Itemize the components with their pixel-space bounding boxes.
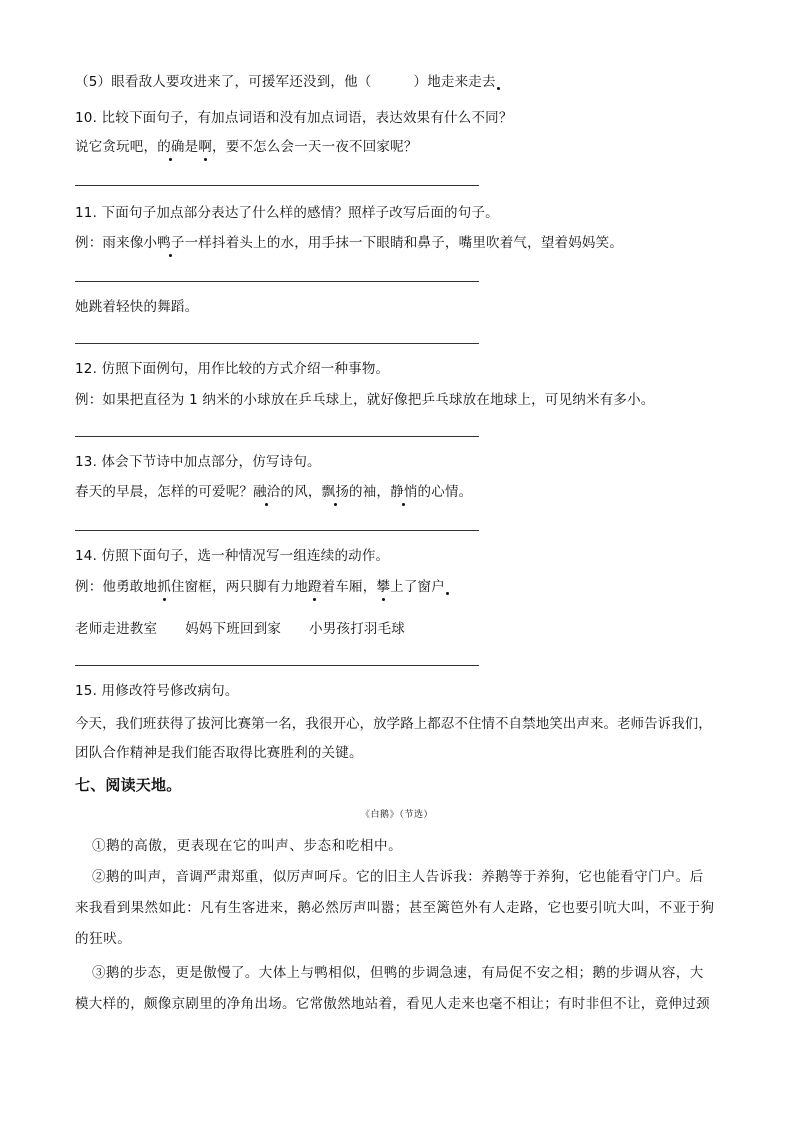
q15-title: 15. 用修改符号修改病句。 xyxy=(75,683,239,699)
q11-answer-line-2[interactable] xyxy=(75,343,479,344)
q14-answer-line[interactable] xyxy=(75,665,479,666)
q13-poem xyxy=(75,482,472,502)
passage-paragraph-2-line-3: 的狂吠。 xyxy=(75,931,132,947)
q10-sentence xyxy=(75,137,418,157)
q5-line xyxy=(75,72,502,92)
q10-sentence-c: 是 xyxy=(184,139,199,155)
q14-example xyxy=(75,577,451,597)
q10-sentence-a: 说它贪玩吧， xyxy=(75,139,158,155)
q5-suffix: ）地走来走去 xyxy=(413,74,496,90)
q10-title: 10. 比较下面句子，有加点词语和没有加点词语，表达效果有什么不同？ xyxy=(75,110,513,126)
q14-option-1: 老师走进教室 xyxy=(75,621,158,637)
q14-example-c: 住窗框，两只脚有力地 xyxy=(170,579,308,595)
q15-line-2: 团队合作精神是我们能否取得比赛胜利的关键。 xyxy=(75,745,363,761)
q14-option-2: 妈妈下班回到家 xyxy=(185,621,282,637)
section-heading: 七、阅读天地。 xyxy=(75,776,182,794)
q10-answer-line[interactable] xyxy=(75,185,479,186)
q11-example-a: 例：雨来 xyxy=(75,235,130,251)
passage-paragraph-3-line-2: 模大样的，颇像京剧里的净角出场。它常傲然地站着，看见人走来也毫不相让；有时非但不让，竟伸过颈 xyxy=(75,996,710,1012)
q10-dotted-word-1: 的确 xyxy=(157,139,185,155)
q14-example-g: 上了窗户 xyxy=(390,579,445,595)
q13-poem-a: 春天的早晨，怎样的可爱呢？ xyxy=(75,484,254,500)
q13-answer-line[interactable] xyxy=(75,530,479,531)
q10-dotted-word-2: 啊 xyxy=(198,139,213,155)
q14-example-a: 例：他勇敢地 xyxy=(75,579,158,595)
q14-dotted-verb-3: 攀 xyxy=(376,579,391,595)
passage-paragraph-2-line-1: ②鹅的叫声，音调严肃郑重，似厉声呵斥。它的旧主人告诉我：养鹅等于养狗，它也能看守门户。后 xyxy=(92,869,704,885)
passage-paragraph-3-line-1: ③鹅的步态，更是傲慢了。大体上与鸭相似，但鸭的步调急速，有局促不安之相；鹅的步调从容，大 xyxy=(92,965,704,981)
q12-example: 例：如果把直径为 1 纳米的小球放在乒乓球上，就好像把乒乓球放在地球上，可见纳米有多小。 xyxy=(75,392,655,408)
q14-dotted-verb-1: 抓 xyxy=(157,579,171,595)
q14-title: 14. 仿照下面句子，选一种情况写一组连续的动作。 xyxy=(75,548,390,564)
q13-poem-g: 的心情。 xyxy=(417,484,473,500)
q15-line-1: 今天，我们班获得了拔河比赛第一名，我很开心，放学路上都忍不住情不自禁地笑出声来。老师告诉我们， xyxy=(75,716,712,732)
q13-title: 13. 体会下节诗中加点部分，仿写诗句。 xyxy=(75,454,321,470)
q14-example-e: 着车厢， xyxy=(321,579,377,595)
q11-title: 11. 下面句子加点部分表达了什么样的感情？照样子改写后面的句子。 xyxy=(75,205,499,221)
passage-title: 《白鹅》（节选） xyxy=(360,810,434,820)
q13-dotted-word-3: 静悄 xyxy=(390,484,418,500)
q12-title: 12. 仿照下面例句，用作比较的方式介绍一种事物。 xyxy=(75,361,390,377)
q11-sentence: 她跳着轻快的舞蹈。 xyxy=(75,299,199,315)
q5-prefix: （5）眼看敌人要攻进来了，可援军还没到，他（ xyxy=(75,74,372,90)
q11-answer-line-1[interactable] xyxy=(75,281,479,282)
q14-option-3: 小男孩打羽毛球 xyxy=(309,621,406,637)
q11-dotted-phrase: 像小鸭子一样 xyxy=(129,235,213,251)
q13-dotted-word-1: 融洽 xyxy=(253,484,281,500)
q13-poem-e: 的袖， xyxy=(349,484,391,500)
q12-answer-line[interactable] xyxy=(75,436,479,437)
q13-dotted-word-2: 飘扬 xyxy=(321,484,350,500)
q13-poem-c: 的风， xyxy=(280,484,322,500)
q11-example-b: 抖着头上的水，用手抹一下眼睛和鼻子，嘴里吹着气，望着妈妈笑。 xyxy=(212,235,624,251)
q14-options xyxy=(75,619,405,639)
q14-dotted-verb-2: 蹬 xyxy=(307,579,322,595)
passage-paragraph-2-line-2: 来我看到果然如此：凡有生客进来，鹅必然厉声叫嚣；甚至篱笆外有人走路，它也要引吭大叫，不亚于狗 xyxy=(75,900,715,916)
q11-example xyxy=(75,233,623,253)
passage-paragraph-1: ①鹅的高傲，更表现在它的叫声、步态和吃相中。 xyxy=(92,838,403,854)
q10-sentence-e: ，要不怎么会一天一夜不回家呢？ xyxy=(212,139,418,155)
